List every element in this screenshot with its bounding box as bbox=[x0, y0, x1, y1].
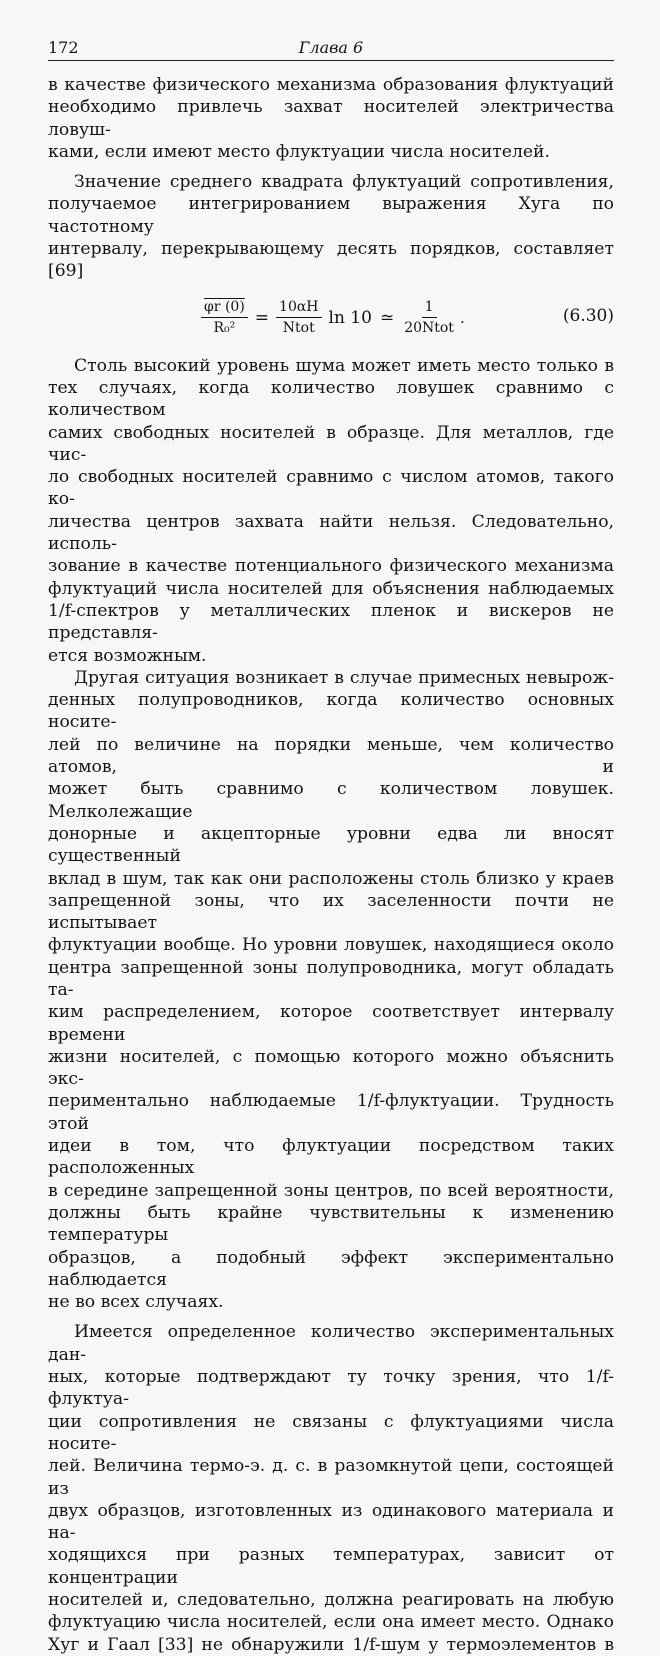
text-line: лей. Величина термо-э. д. с. в разомкнутой цепи, состоящей из bbox=[48, 1456, 614, 1499]
text-line: флуктуаций числа носителей для объяснения наблюдаемых bbox=[48, 578, 614, 599]
text-line: запрещенной зоны, что их заселенности почти не испытывает bbox=[48, 890, 614, 934]
fraction-denominator: 20Ntot bbox=[404, 320, 454, 337]
text-line: Столь высокий уровень шума может иметь место только в bbox=[74, 355, 614, 376]
equation-period: . bbox=[459, 308, 465, 327]
text-line: в качестве физического механизма образования флуктуаций bbox=[48, 75, 614, 95]
text-line: Значение среднего квадрата флуктуаций сопротивления, bbox=[74, 172, 614, 193]
text-line: ким распределением, которое соответствует интервалу времени bbox=[48, 1002, 614, 1045]
text-line: 1/f-спектров у металлических пленок и вискеров не представля- bbox=[48, 600, 614, 644]
fraction-numerator: φr (0) bbox=[201, 298, 248, 318]
text-line: Другая ситуация возникает в случае примесных невырож- bbox=[74, 667, 614, 688]
fraction-denominator: R₀² bbox=[213, 320, 236, 337]
text-line: Хуг и Гаал [33] не обнаружили 1/f-шум у термоэлементов в bbox=[48, 1634, 614, 1655]
text-line: ками, если имеют место флуктуации числа носителей. bbox=[48, 141, 550, 162]
log-term: ln 10 bbox=[328, 307, 372, 328]
text-line: вклад в шум, так как они расположены столь близко у краев bbox=[48, 868, 614, 889]
approx-sign: ≃ bbox=[379, 307, 395, 328]
page-number: 172 bbox=[48, 38, 79, 57]
running-title: Глава 6 bbox=[298, 38, 364, 57]
paragraph-4 bbox=[48, 667, 614, 1314]
text-line: интервалу, перекрывающему десять порядков, составляет bbox=[48, 239, 614, 260]
text-line: самих свободных носителей в образце. Для металлов, где чис- bbox=[48, 422, 614, 465]
text-line: идеи в том, что флуктуации посредством таких расположенных bbox=[48, 1136, 614, 1179]
text-line: зование в качестве потенциального физического механизма bbox=[48, 556, 614, 577]
text-line: флуктуацию числа носителей, если она имеет место. Однако bbox=[48, 1612, 614, 1633]
page-header bbox=[48, 36, 614, 61]
text-line: донорные и акцепторные уровни едва ли вносят существенный bbox=[48, 823, 614, 867]
text-line: денных полупроводников, когда количество основных носите- bbox=[48, 690, 614, 733]
fraction-lhs bbox=[201, 298, 248, 337]
fraction-numerator: 10αH bbox=[276, 298, 321, 318]
text-line: должны быть крайне чувствительны к изменению температуры bbox=[48, 1202, 614, 1246]
fraction-mid bbox=[276, 298, 321, 337]
paragraph-5 bbox=[48, 1321, 614, 1655]
text-line: в середине запрещенной зоны центров, по всей вероятности, bbox=[48, 1180, 614, 1201]
text-line: не во всех случаях. bbox=[48, 1292, 224, 1313]
text-line: периментально наблюдаемые 1/f-флуктуации. Трудность этой bbox=[48, 1091, 614, 1134]
paragraph-1 bbox=[48, 74, 614, 163]
text-line: флуктуации вообще. Но уровни ловушек, находящиеся около bbox=[48, 935, 614, 956]
text-line: Имеется определенное количество экспериментальных дан- bbox=[48, 1322, 614, 1365]
text-line: необходимо привлечь захват носителей электричества ловуш- bbox=[48, 97, 614, 140]
text-line: образцов, а подобный эффект экспериментально наблюдается bbox=[48, 1247, 614, 1290]
paragraph-2 bbox=[48, 171, 614, 282]
text-line: ло свободных носителей сравнимо с числом атомов, такого ко- bbox=[48, 467, 614, 510]
text-line: лей по величине на порядки меньше, чем количество атомов, и bbox=[48, 734, 614, 778]
text-line: носителей и, следовательно, должна реагировать на любую bbox=[48, 1590, 614, 1610]
text-line: ных, которые подтверждают ту точку зрения, что 1/f-флуктуа- bbox=[48, 1367, 614, 1410]
text-line: ходящихся при разных температурах, зависит от концентрации bbox=[48, 1545, 614, 1588]
equals-sign: = bbox=[254, 307, 270, 328]
equation-6-30 bbox=[48, 293, 614, 345]
fraction-rhs bbox=[401, 298, 457, 337]
text-line: может быть сравнимо с количеством ловушек. Мелколежащие bbox=[48, 779, 614, 822]
text-line: [69] bbox=[48, 261, 84, 282]
text-line: личества центров захвата найти нельзя. Следовательно, исполь- bbox=[48, 511, 614, 555]
equation-body bbox=[198, 295, 465, 341]
text-line: центра запрещенной зоны полупроводника, могут обладать та- bbox=[48, 957, 614, 1000]
text-line: жизни носителей, с помощью которого можно объяснить экс- bbox=[48, 1046, 614, 1090]
text-line: ется возможным. bbox=[48, 645, 207, 666]
text-line: получаемое интегрированием выражения Хуга по частотному bbox=[48, 194, 614, 237]
equation-number: (6.30) bbox=[562, 305, 614, 326]
page-body bbox=[48, 74, 614, 1656]
text-line: тех случаях, когда количество ловушек сравнимо с количеством bbox=[48, 377, 614, 421]
fraction-denominator: Ntot bbox=[282, 320, 315, 337]
fraction-numerator: 1 bbox=[422, 298, 437, 318]
paragraph-3 bbox=[48, 355, 614, 667]
text-line: ции сопротивления не связаны с флуктуациями числа носите- bbox=[48, 1411, 614, 1454]
text-line: двух образцов, изготовленных из одинакового материала и на- bbox=[48, 1500, 614, 1544]
